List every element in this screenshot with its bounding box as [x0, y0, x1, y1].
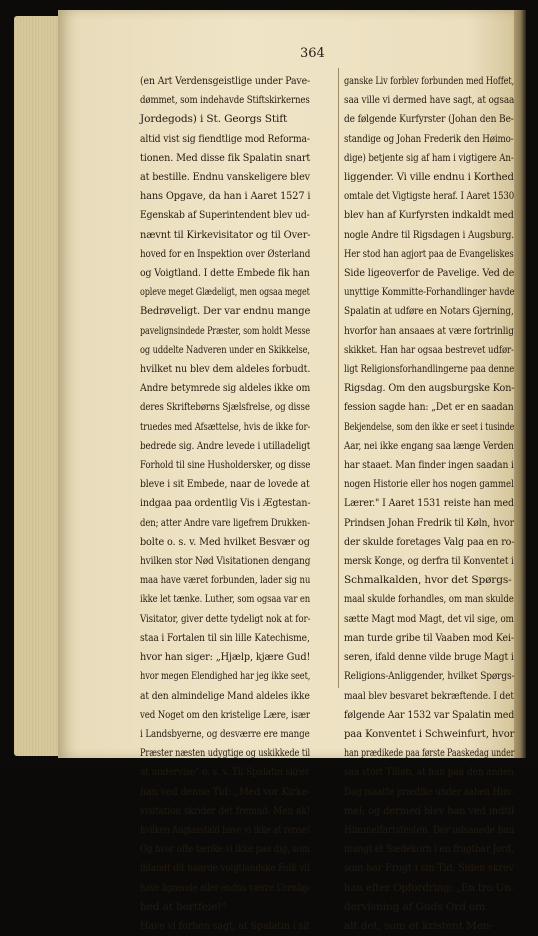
text-line: hvilken Augiasstald have vi ikke at rense! [140, 823, 310, 836]
text-line: Schmalkalden, hvor det Spørgs- [344, 574, 512, 587]
text-line: Side ligeoverfor de Paveligе. Ved de [344, 267, 515, 280]
text-line: liggender. Vi ville endnu i Korthed [344, 171, 514, 184]
text-line: truedes med Afsættelse, hvis de ikke for- [140, 420, 311, 433]
page-number: 364 [300, 46, 325, 61]
text-line: han efter Opfordring: „En tro Un- [344, 881, 514, 894]
text-line: Forhold til sine Husholdersker, og disse [140, 459, 311, 472]
text-line: Dag maatte prædike under aaben Him- [344, 785, 514, 798]
text-line: altid vist sig fiendtlige mod Reforma- [140, 132, 310, 145]
text-line: unyttige Kommitte-Forhandlinger havde [344, 286, 515, 299]
text-line: følgende Aar 1532 var Spalatin med [344, 708, 515, 721]
text-line: og Voigtland. I dette Embede fik han [140, 267, 310, 280]
text-line: hvor megen Elendighed har jeg ikke seet, [140, 670, 311, 683]
text-line: man turde gribe til Vaaben mod Kei- [344, 631, 514, 644]
text-line: at undervise" o. s. v. Til Spalatin skrev [140, 766, 310, 779]
text-line: nævnt til Kirkevisitator og til Over- [140, 228, 311, 241]
text-line: i Landsbyerne, og desværre ere mange [140, 727, 310, 740]
text-line: skikket. Han har ogsaa bestrevet udfør- [344, 343, 514, 356]
text-line: dømmet, som indehavde Stiftskirkernes [140, 94, 310, 107]
text-line: hoved for en Inspektion over Østerland [140, 247, 311, 260]
text-line: standige og Johan Frederik den Høimo- [344, 132, 514, 145]
text-line: omtale det Vigtigste heraf. I Aaret 1530 [344, 190, 515, 203]
text-line: saa stort Tilløb, at han paa den anden [344, 766, 515, 779]
text-line: ligt Religionsforhandlingerne paa denne [344, 363, 515, 376]
text-line: deres Skriftebørns Sjælsfrelse, og disse [140, 401, 310, 414]
text-line: hans Opgave, da han i Aaret 1527 i [140, 190, 311, 203]
text-line: mangt et Sædekorn i en frugtbar Jord, [344, 843, 514, 856]
text-line: den; atter Andre vare ligefrem Drukken- [140, 516, 310, 529]
text-line: der skulde foretages Valg paa en ro- [344, 535, 515, 548]
column-divider [338, 68, 339, 688]
text-line: Spalatin at udføre en Notars Gjerning, [344, 305, 514, 318]
text-line: hvilket nu blev dem aldeles forbudt. [140, 363, 311, 376]
text-line: hed at bortfeie!" [140, 900, 227, 913]
text-line: paa Konventet i Schweinfurt, hvor [344, 727, 515, 740]
text-line: pavelignsindede Præster, som holdt Messe [140, 324, 311, 337]
text-line: Visitator, giver dette tydeligt nok at for- [140, 612, 311, 625]
text-line: blev han af Kurfyrsten indkaldt med [344, 209, 514, 222]
right-text-column [344, 72, 514, 936]
text-line: dervisning af Guds Ord om [344, 900, 486, 913]
text-line: de følgende Kurfyrster (Johan den Be- [344, 113, 514, 126]
text-line: have lignende eller endnu værre Urenlig- [140, 881, 311, 894]
text-line: indgaa paa ordentlig Vis i Ægtestan- [140, 497, 311, 510]
text-line: Have vi forhen sagt, at Spalatin i sit [140, 919, 311, 932]
text-line: opleve meget Glædeligt, men ogsaa meget [140, 286, 310, 299]
text-line: tionen. Med disse fik Spalatin snart [140, 151, 311, 164]
text-line: Jordegods) i St. Georgs Stift [140, 113, 288, 126]
text-line: bedrede sig. Andre levede i utilladeligt [140, 439, 311, 452]
text-line: ved Noget om den kristelige Lære, især [140, 708, 310, 721]
text-line: ikke let tænke. Luther, som ogsaa var en [140, 593, 311, 606]
text-line: og uddelte Nadveren under en Skikkelse, [140, 343, 310, 356]
text-line: har staaet. Man finder ingen saadan i [344, 459, 514, 472]
text-line: nogen Historie eller hos nogen gammel [344, 478, 514, 491]
text-line: Prindsen Johan Fredrik til Køln, hvor [344, 516, 514, 529]
text-line: Bekjendelse, som den ikke er seet i tusinde [344, 420, 515, 433]
text-line: Her stod han agjort paa de Evangeliskes [344, 247, 514, 260]
text-line: som bar Frugt i sin Tid. Siden skrev [344, 862, 514, 875]
text-line: nogle Andre til Rigsdagen i Augsburg. [344, 228, 514, 241]
text-line: Lærer." I Aaret 1531 reiste han med [344, 497, 514, 510]
text-line: Aar, nei ikke engang saa længe Verden [344, 439, 514, 452]
text-line: dige) betjente sig af ham i vigtigere An- [344, 151, 514, 164]
page-stack-edge-right [512, 10, 526, 758]
text-line: Religions-Anliggender, hvilket Spørgs- [344, 670, 515, 683]
text-line: maal blev besvaret bekræftende. I det [344, 689, 514, 702]
text-line: mel; og dermed blev han ved indtil [344, 804, 515, 817]
text-line: iblandt dit haarde voigtlandske Folk vil [140, 862, 310, 875]
text-line: Præster næsten udygtige og uskikkede til [140, 747, 311, 760]
text-line: Og hvor ofte tænke vi ikke paa dig, som [140, 843, 310, 856]
text-line: Bedrøveligt. Der var endnu mange [140, 305, 311, 318]
text-line: Himmelfartsfesten. Der udsaaede han [344, 823, 515, 836]
text-line: han ved denne Tid: „Med vor Kirke- [140, 785, 311, 798]
text-line: Andre betymrede sig aldeles ikke om [140, 382, 311, 395]
text-line: saa ville vi dermed have sagt, at ogsaa [344, 94, 515, 107]
text-line: alt det, som et kristent Men- [344, 919, 493, 932]
left-text-column [140, 72, 310, 936]
text-line: hvorfor han ansaaes at være fortrinlig [344, 324, 514, 337]
text-line: staa i Fortalen til sin lille Katechisme, [140, 631, 310, 644]
text-line: Egenskab af Superintendent blev ud- [140, 209, 310, 222]
text-line: visitation skrider det fremad. Men ak! [140, 804, 311, 817]
text-line: maal skulde forhandles, om man skulde [344, 593, 514, 606]
text-line: at bestille. Endnu vanskeligere blev [140, 171, 310, 184]
text-line: sætte Magt mod Magt, det vil sige, om [344, 612, 514, 625]
text-line: seren, ifald denne vilde bruge Magt i [344, 651, 514, 664]
text-line: han prædikede paa første Paaskedag under [344, 747, 515, 760]
text-line: at den almindelige Mand aldeles ikke [140, 689, 310, 702]
text-line: fession sagde han: „Det er en saadan [344, 401, 514, 414]
text-line: ganske Liv forblev forbunden med Hoffet, [344, 75, 515, 87]
text-line: Rigsdag. Om den augsburgske Kon- [344, 382, 515, 395]
text-line: mersk Konge, og derfra til Konventet i [344, 555, 514, 568]
text-line: bleve i sit Embede, naar de lovede at [140, 478, 310, 491]
text-line: (en Art Verdensgeistlige under Pave- [140, 75, 311, 87]
text-line: hvor han siger: „Hjælp, kjære Gud! [140, 651, 311, 664]
text-line: hvilken stor Nød Visitationen dengang [140, 555, 311, 568]
page-stack-edge-left [14, 16, 62, 756]
text-line: maa have været forbunden, lader sig nu [140, 574, 311, 587]
text-line: bolte o. s. v. Med hvilket Besvær og [140, 535, 310, 548]
